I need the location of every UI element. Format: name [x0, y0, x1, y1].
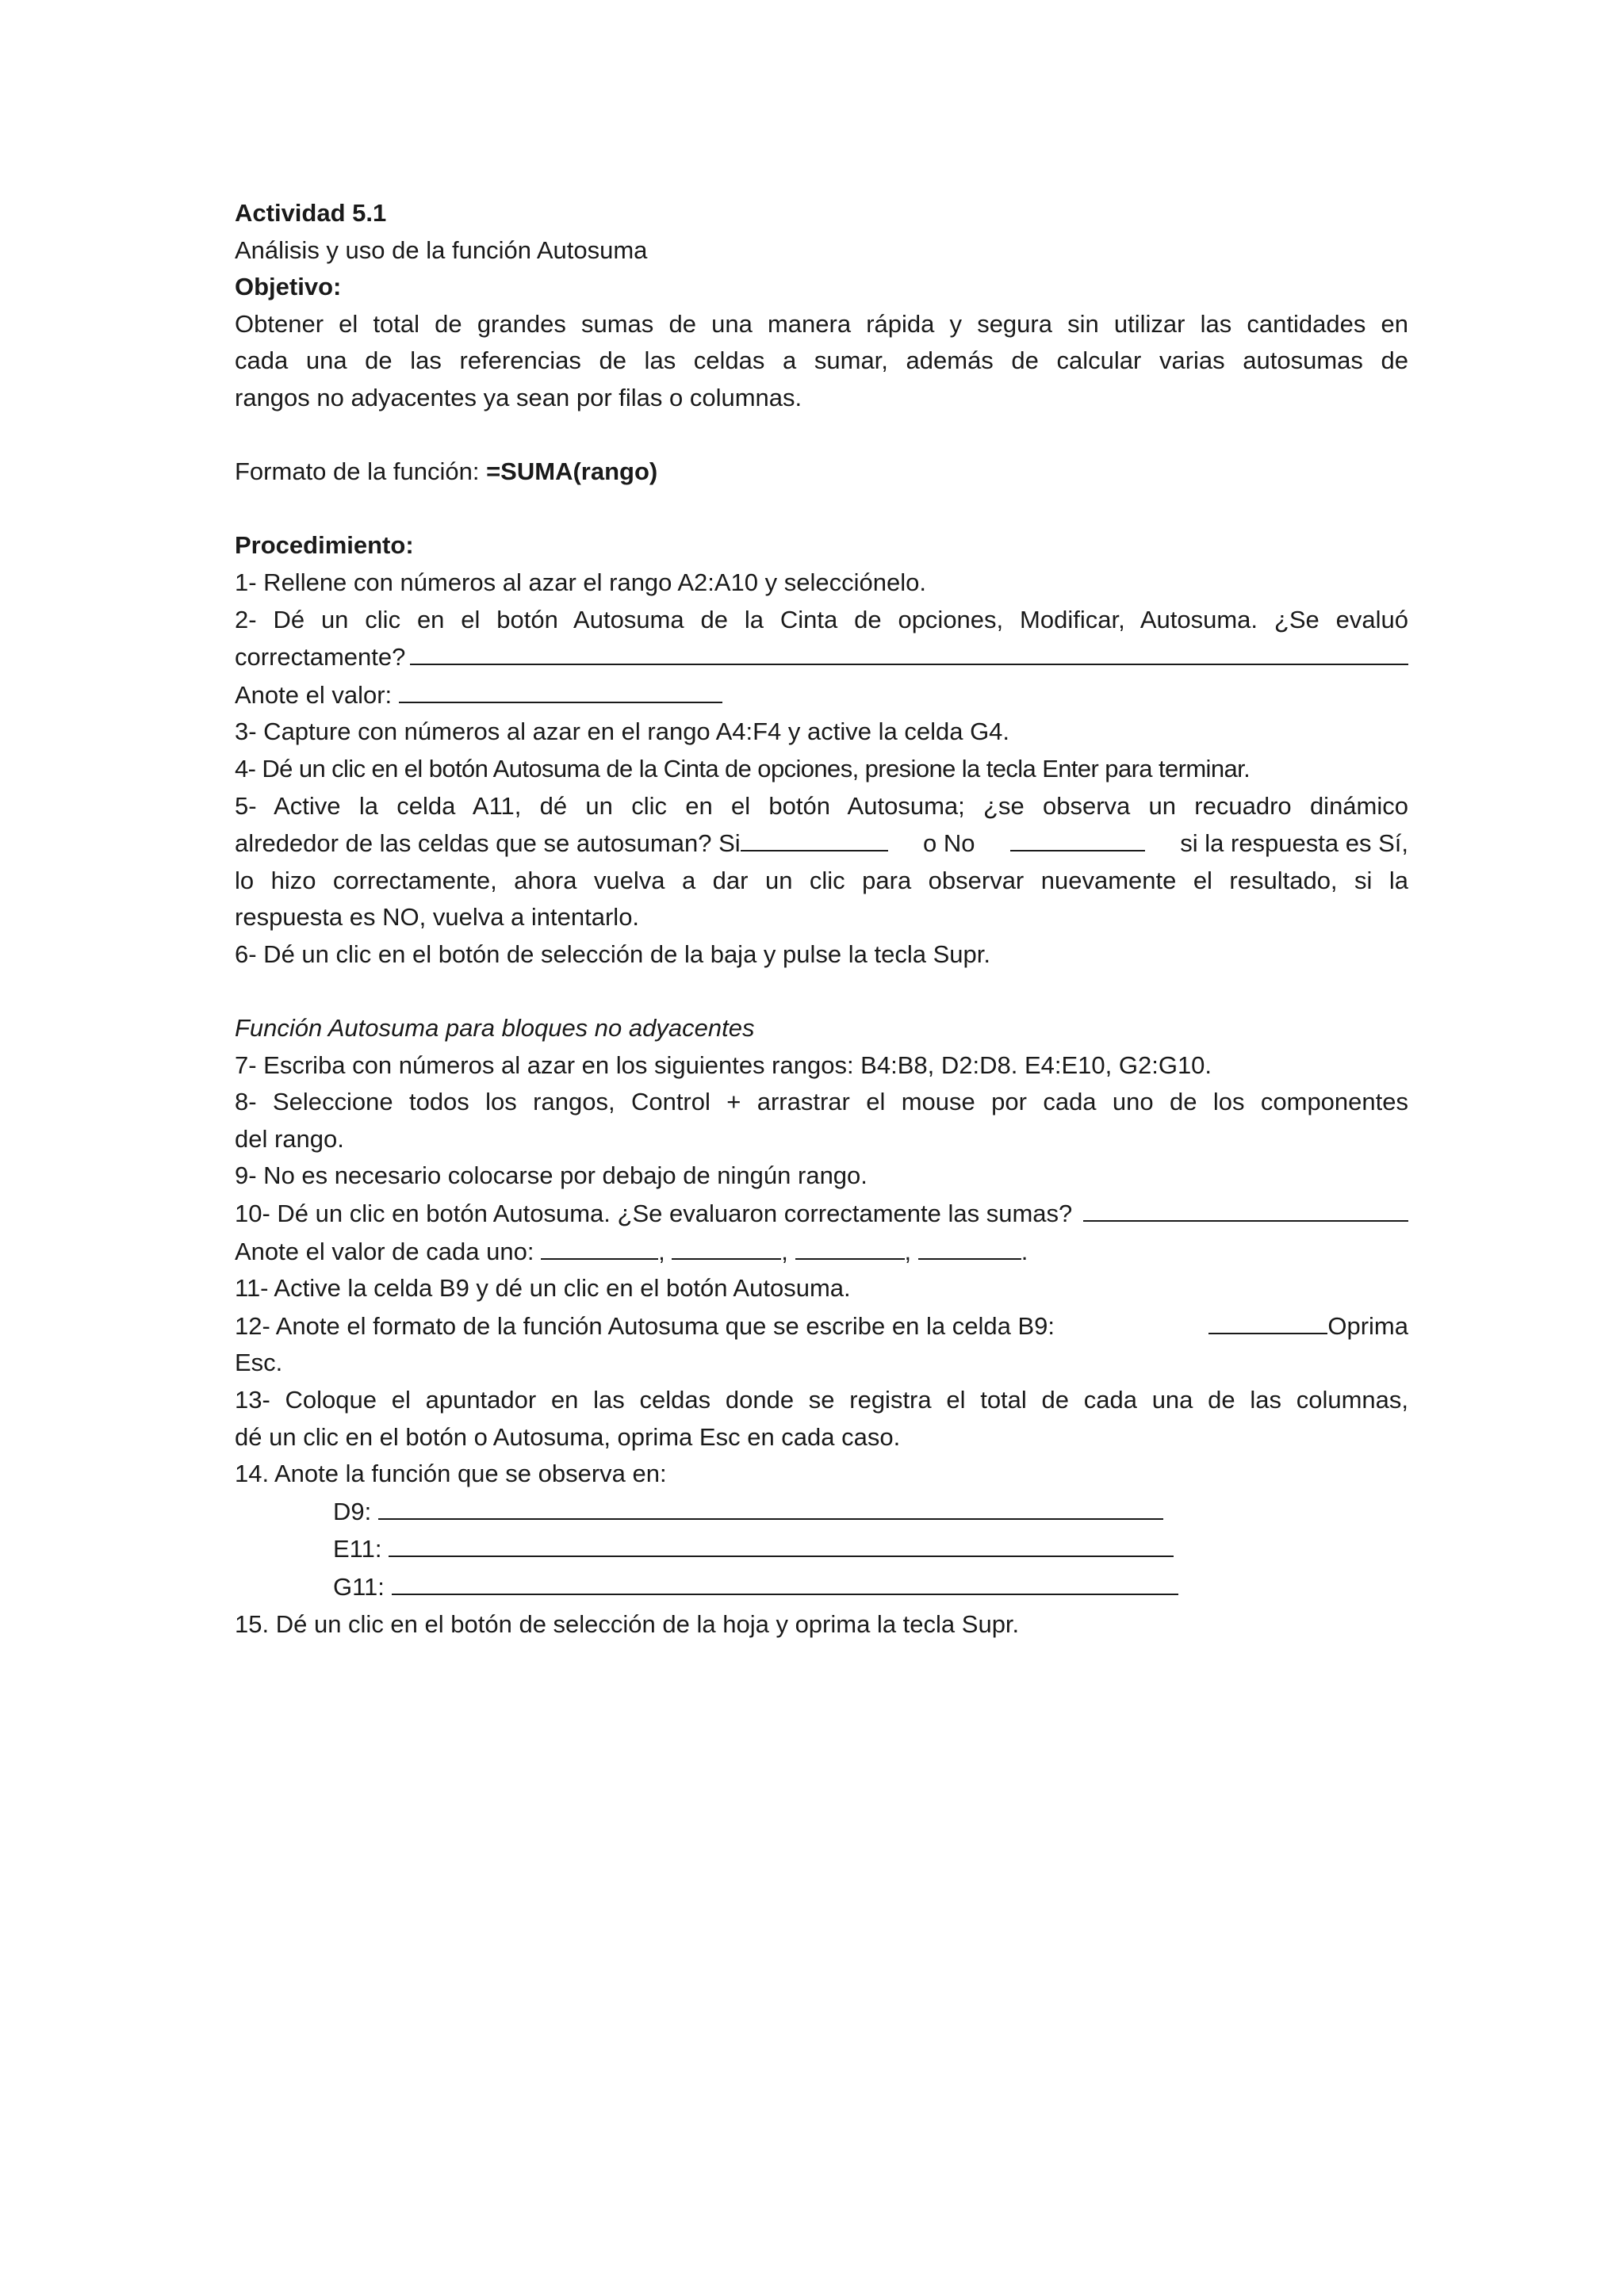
cell-d9-label: D9:: [333, 1497, 372, 1525]
step-5-line-4: respuesta es NO, vuelva a intentarlo.: [235, 903, 640, 932]
step-15: 15. Dé un clic en el botón de selección de la hoja y oprima la tecla Supr.: [235, 1609, 1020, 1638]
step-13-line-1: 13- Coloque el apuntador en las celdas donde se registra el total de cada una de las columnas,: [235, 1386, 1408, 1414]
step-11: 11- Active la celda B9 y dé un clic en el botón Autosuma.: [235, 1274, 851, 1303]
answer-blank[interactable]: [541, 1233, 658, 1260]
objective-line: rangos no adyacentes ya sean por filas o columnas.: [235, 383, 802, 411]
step-4: 4- Dé un clic en el botón Autosuma de la Cinta de opciones, presione la tecla Enter para terminar.: [235, 754, 1251, 783]
answer-blank[interactable]: [918, 1233, 1021, 1260]
answer-blank-si[interactable]: [741, 825, 888, 851]
step-5-line-1: 5- Active la celda A11, dé un clic en el botón Autosuma; ¿se observa un recuadro dinámico: [235, 791, 1408, 820]
step-10-values-label: Anote el valor de cada uno:: [235, 1237, 534, 1265]
objective-heading: Objetivo:: [235, 273, 342, 301]
step-12-line-2: Esc.: [235, 1349, 283, 1377]
step-7: 7- Escriba con números al azar en los siguientes rangos: B4:B8, D2:D8. E4:E10, G2:G10.: [235, 1050, 1212, 1079]
step-10-row: [235, 1195, 1408, 1233]
answer-blank[interactable]: [795, 1233, 905, 1260]
step-3: 3- Capture con números al azar en el rango A4:F4 y active la celda G4.: [235, 718, 1010, 746]
cell-d9-row: [235, 1493, 1408, 1531]
answer-blank[interactable]: [392, 1568, 1178, 1595]
answer-blank[interactable]: [378, 1493, 1163, 1520]
format-value: =SUMA(rango): [486, 457, 658, 486]
step-12-press: Oprima: [1327, 1311, 1408, 1340]
objective-line: Obtener el total de grandes sumas de una manera rápida y segura sin utilizar las cantidades en: [235, 309, 1408, 338]
step-5-line-3: lo hizo correctamente, ahora vuelva a dar un clic para observar nuevamente el resultado, si la: [235, 866, 1408, 894]
step-2-value-row: [235, 676, 1408, 714]
step-10-values-row: Anote el valor de cada uno: , , , .: [235, 1233, 1408, 1271]
step-8-line-2: del rango.: [235, 1124, 344, 1153]
step-14: 14. Anote la función que se observa en:: [235, 1460, 667, 1488]
cell-e11-row: [235, 1530, 1408, 1568]
answer-blank[interactable]: [410, 638, 1408, 665]
step-5-line-2: [235, 825, 1408, 863]
step-12-line-1: [235, 1307, 1408, 1345]
cell-e11-label: E11:: [333, 1535, 382, 1563]
answer-blank[interactable]: [672, 1233, 781, 1260]
procedure-heading: Procedimiento:: [235, 531, 414, 560]
step-6: 6- Dé un clic en el botón de selección de la baja y pulse la tecla Supr.: [235, 939, 990, 968]
objective-line: cada una de las referencias de las celdas a sumar, además de calcular varias autosumas de: [235, 346, 1408, 375]
step-5-no-label: o No: [923, 829, 975, 858]
document-page: [235, 195, 1408, 1643]
step-2-question: correctamente?: [235, 643, 406, 672]
activity-subtitle: Análisis y uso de la función Autosuma: [235, 235, 648, 264]
step-2-line-1: 2- Dé un clic en el botón Autosuma de la Cinta de opciones, Modificar, Autosuma. ¿Se evaluó: [235, 605, 1408, 633]
answer-blank[interactable]: [1083, 1195, 1408, 1222]
format-label: Formato de la función:: [235, 457, 480, 486]
step-12-question: 12- Anote el formato de la función Autosuma que se escribe en la celda B9:: [235, 1311, 1055, 1340]
step-5-condition: si la respuesta es Sí,: [1180, 829, 1408, 858]
answer-blank[interactable]: [1208, 1307, 1327, 1334]
step-13-line-2: dé un clic en el botón o Autosuma, oprima Esc en cada caso.: [235, 1422, 901, 1451]
step-10-question: 10- Dé un clic en botón Autosuma. ¿Se evaluaron correctamente las sumas?: [235, 1200, 1073, 1228]
cell-g11-row: [235, 1568, 1408, 1606]
activity-title: Actividad 5.1: [235, 199, 387, 227]
step-5-question: alrededor de las celdas que se autosuman? Si: [235, 829, 741, 858]
function-format: [235, 453, 1408, 491]
step-2-value-label: Anote el valor:: [235, 680, 393, 709]
step-8-line-1: 8- Seleccione todos los rangos, Control + arrastrar el mouse por cada uno de los componentes: [235, 1088, 1408, 1116]
step-1: 1- Rellene con números al azar el rango A2:A10 y selecciónelo.: [235, 568, 926, 596]
answer-blank[interactable]: [399, 676, 722, 703]
answer-blank[interactable]: [389, 1530, 1174, 1557]
step-9: 9- No es necesario colocarse por debajo de ningún rango.: [235, 1161, 868, 1190]
step-2-answer-row: [235, 638, 1408, 676]
answer-blank-no[interactable]: [1010, 825, 1145, 851]
section-heading-non-adjacent: Función Autosuma para bloques no adyacentes: [235, 1014, 755, 1043]
cell-g11-label: G11:: [333, 1572, 385, 1601]
